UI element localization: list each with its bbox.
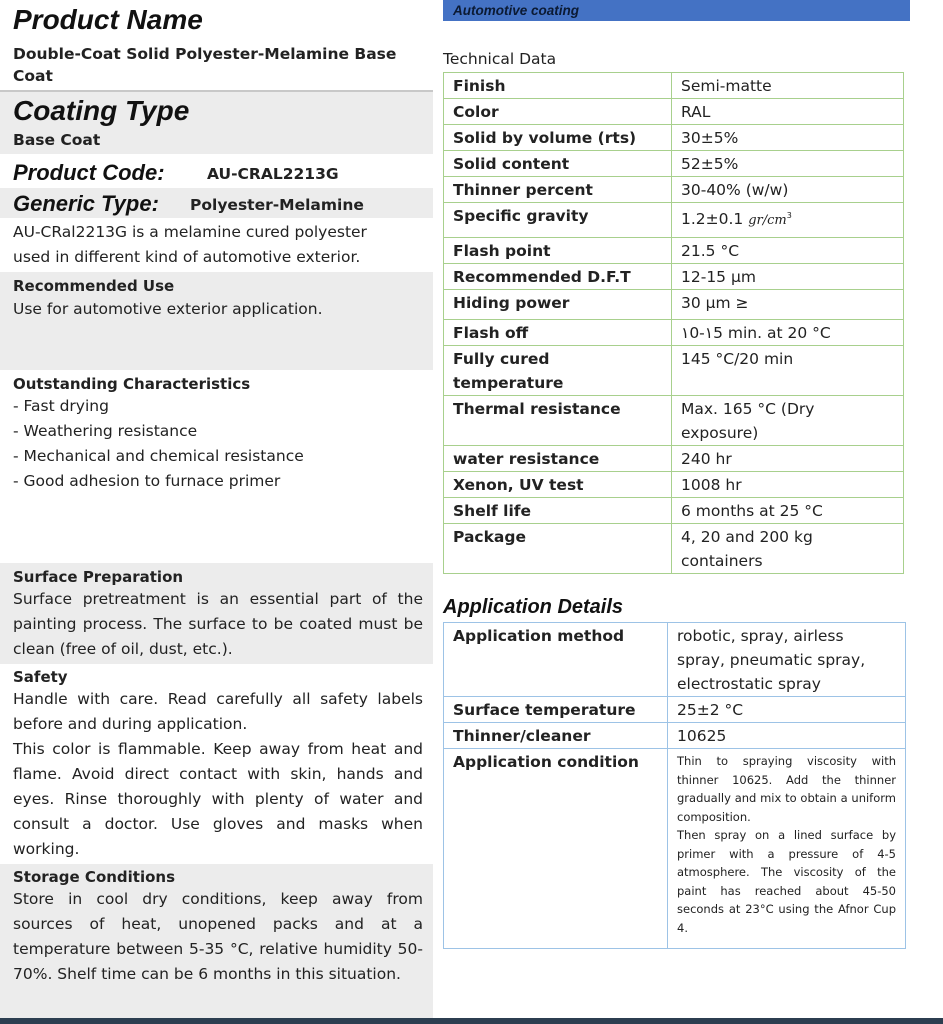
- row-key: Flash point: [444, 238, 672, 264]
- table-row: [444, 99, 904, 125]
- technical-data-heading: Technical Data: [443, 50, 557, 68]
- outstanding-item: - Mechanical and chemical resistance: [13, 447, 304, 465]
- application-details-heading: Application Details: [443, 596, 624, 618]
- product-code: AU-CRAL2213G: [207, 165, 339, 183]
- table-row: [444, 697, 906, 723]
- row-value: robotic, spray, airless spray, pneumatic spray, electrostatic spray: [668, 623, 906, 697]
- table-row: [444, 346, 904, 396]
- storage-section: [0, 864, 433, 1018]
- page-bottom-border: [0, 1018, 943, 1024]
- surface-prep: Surface pretreatment is an essential part of the painting process. The surface to be coated must be clean (free of oil, dust, etc.).: [13, 590, 423, 658]
- table-row: [444, 177, 904, 203]
- specific-gravity-unit: gr/cm: [748, 213, 787, 229]
- row-key: water resistance: [444, 446, 672, 472]
- product-name: Double-Coat Solid Polyester-Melamine Base Coat: [13, 45, 397, 85]
- row-key: Thinner percent: [444, 177, 672, 203]
- coating-type-section: [0, 92, 433, 154]
- table-row: [444, 396, 904, 446]
- generic-type: Polyester-Melamine: [190, 196, 364, 214]
- outstanding-item: - Fast drying: [13, 397, 109, 415]
- row-key: Fully cured temperature: [444, 346, 672, 396]
- row-value: 10625: [668, 723, 906, 749]
- technical-data-table: [443, 72, 904, 574]
- row-key: Solid content: [444, 151, 672, 177]
- outstanding-heading: Outstanding Characteristics: [13, 375, 251, 393]
- outstanding-item: - Good adhesion to furnace primer: [13, 472, 281, 490]
- row-key: Hiding power: [444, 290, 672, 320]
- safety-section: [0, 664, 433, 864]
- table-row: [444, 203, 904, 238]
- row-value: [672, 203, 904, 238]
- table-row: [444, 151, 904, 177]
- row-value: ۱0-۱5 min. at 20 °C: [672, 320, 904, 346]
- safety-text-2: This color is flammable. Keep away from heat and flame. Avoid direct contact with skin, hands and eyes. Rinse thoroughly with plenty of water and consult a doctor. Use gloves and masks when working.: [13, 740, 423, 858]
- row-value: [668, 749, 906, 949]
- row-value: 145 °C/20 min: [672, 346, 904, 396]
- table-row: [444, 524, 904, 574]
- recommended-use-section: [0, 272, 433, 370]
- description: AU-CRal2213G is a melamine cured polyester used in different kind of automotive exterior.: [13, 223, 367, 266]
- row-key: Shelf life: [444, 498, 672, 524]
- product-name-heading: Product Name: [13, 4, 203, 35]
- row-value: 4, 20 and 200 kg containers: [672, 524, 904, 574]
- row-value: 1008 hr: [672, 472, 904, 498]
- table-row: [444, 264, 904, 290]
- row-value: 25±2 °C: [668, 697, 906, 723]
- product-code-section: [0, 154, 433, 188]
- table-row: [444, 472, 904, 498]
- row-key: Recommended D.F.T: [444, 264, 672, 290]
- row-key: Thermal resistance: [444, 396, 672, 446]
- coating-type: Base Coat: [13, 131, 101, 149]
- product-code-heading: Product Code:: [13, 160, 165, 185]
- right-column: [443, 0, 913, 1024]
- row-value: 21.5 °C: [672, 238, 904, 264]
- generic-type-section: [0, 188, 433, 218]
- table-row: [444, 723, 906, 749]
- left-column: [0, 0, 433, 1024]
- outstanding-item: - Weathering resistance: [13, 422, 198, 440]
- category-banner: Automotive coating: [443, 0, 910, 21]
- generic-type-heading: Generic Type:: [13, 191, 159, 216]
- description-section: [0, 220, 433, 272]
- safety-heading: Safety: [13, 668, 68, 686]
- product-name-section: [0, 0, 433, 90]
- row-value: 52±5%: [672, 151, 904, 177]
- application-condition-text-2: Then spray on a lined surface by primer with a pressure of 4-5 atmosphere. The viscosity of the paint has reached about 45-50 seconds at 23°C using the Afnor Cup 4.: [677, 828, 896, 935]
- row-value: 12-15 µm: [672, 264, 904, 290]
- recommended-use-heading: Recommended Use: [13, 277, 175, 295]
- row-key: Flash off: [444, 320, 672, 346]
- row-value: Semi-matte: [672, 73, 904, 99]
- row-key: Thinner/cleaner: [444, 723, 668, 749]
- row-key: Color: [444, 99, 672, 125]
- surface-prep-heading: Surface Preparation: [13, 568, 184, 586]
- table-row: [444, 238, 904, 264]
- storage-heading: Storage Conditions: [13, 868, 176, 886]
- application-condition-text-1: Thin to spraying viscosity with thinner 10625. Add the thinner gradually and mix to obtain a uniform composition.: [677, 754, 896, 824]
- specific-gravity-value: 1.2±0.1: [681, 210, 744, 229]
- outstanding-section: [0, 370, 433, 563]
- application-details-table: [443, 622, 906, 949]
- row-key: Xenon, UV test: [444, 472, 672, 498]
- table-row: [444, 73, 904, 99]
- row-value: 30±5%: [672, 125, 904, 151]
- coating-type-heading: Coating Type: [13, 95, 190, 126]
- row-key: Surface temperature: [444, 697, 668, 723]
- table-row: [444, 446, 904, 472]
- row-value: 30-40% (w/w): [672, 177, 904, 203]
- row-key: Application method: [444, 623, 668, 697]
- table-row: [444, 125, 904, 151]
- row-value: 240 hr: [672, 446, 904, 472]
- row-key: Specific gravity: [444, 203, 672, 238]
- row-value: RAL: [672, 99, 904, 125]
- surface-prep-section: [0, 563, 433, 664]
- row-value: 6 months at 25 °C: [672, 498, 904, 524]
- row-value: Max. 165 °C (Dry exposure): [672, 396, 904, 446]
- row-key: Application condition: [444, 749, 668, 949]
- table-row: [444, 290, 904, 320]
- recommended-use: Use for automotive exterior application.: [13, 300, 323, 318]
- storage: Store in cool dry conditions, keep away from sources of heat, unopened packs and at a temperature between 5-35 °C, relative humidity 50-70%. Shelf time can be 6 months in this situation.: [13, 890, 423, 983]
- row-value: 30 µm ≥: [672, 290, 904, 320]
- table-row: [444, 320, 904, 346]
- row-key: Solid by volume (rts): [444, 125, 672, 151]
- specific-gravity-exponent: 3: [786, 211, 792, 220]
- row-key: Finish: [444, 73, 672, 99]
- table-row: [444, 498, 904, 524]
- table-row: [444, 749, 906, 949]
- table-row: [444, 623, 906, 697]
- safety-text-1: Handle with care. Read carefully all safety labels before and during application.: [13, 690, 423, 733]
- row-key: Package: [444, 524, 672, 574]
